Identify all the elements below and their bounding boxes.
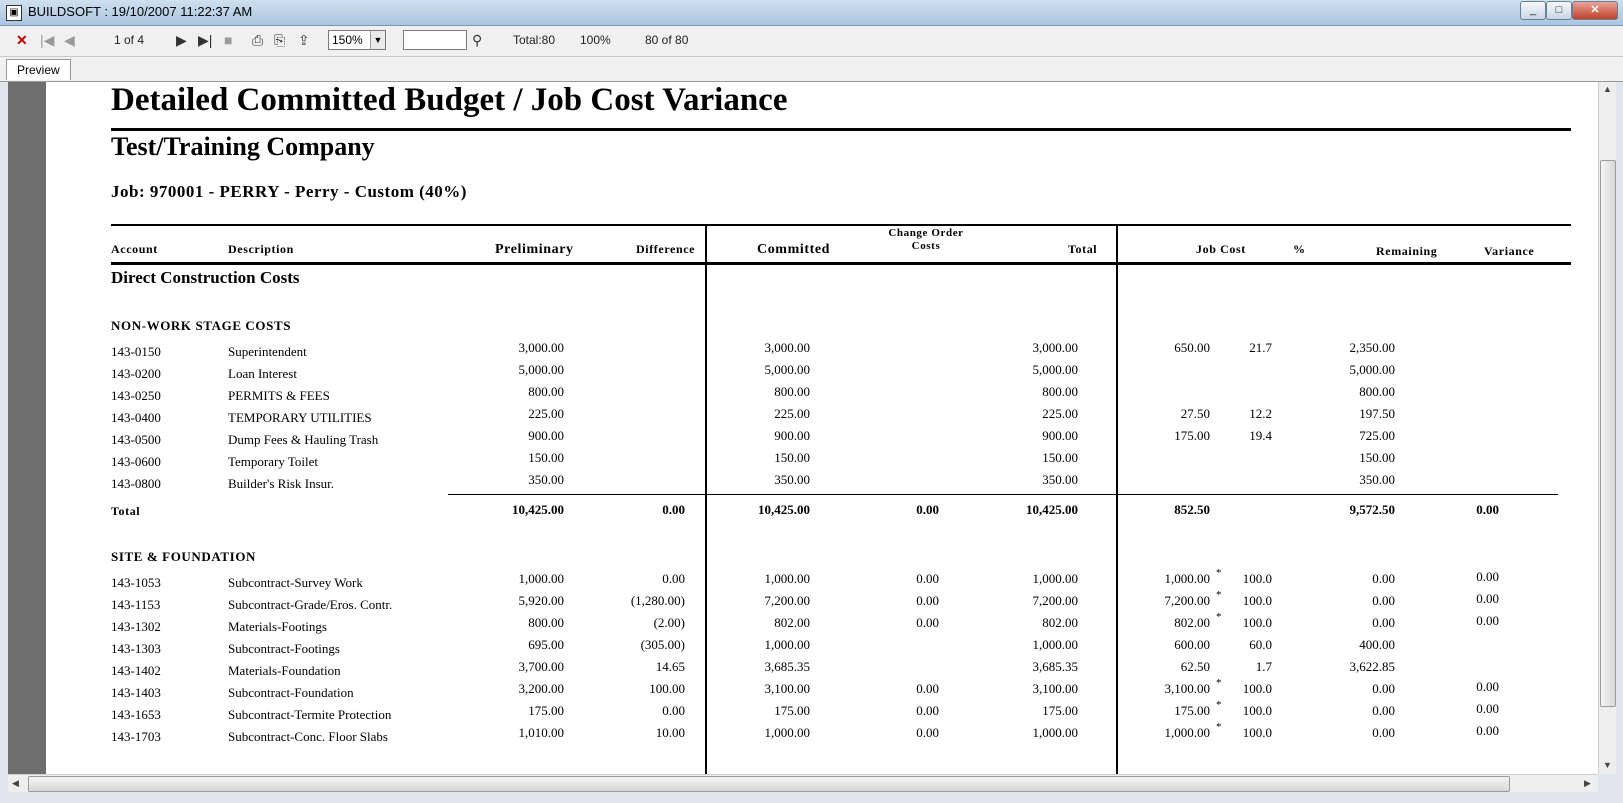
row-account: 143-0150 bbox=[111, 344, 161, 359]
row-preliminary: 695.00 bbox=[528, 637, 564, 652]
row-difference: 0.00 bbox=[662, 571, 685, 586]
row-account: 143-1302 bbox=[111, 619, 161, 634]
record-count: 80 of 80 bbox=[645, 33, 689, 47]
row-description: Subcontract-Foundation bbox=[228, 685, 354, 700]
row-total: 225.00 bbox=[1042, 406, 1078, 421]
row-total: 1,000.00 bbox=[1032, 637, 1078, 652]
row-preliminary: 350.00 bbox=[528, 472, 564, 487]
col-percent: % bbox=[1293, 242, 1306, 256]
row-committed-star: * bbox=[1216, 589, 1222, 601]
row-preliminary: 900.00 bbox=[528, 428, 564, 443]
row-total: 900.00 bbox=[1042, 428, 1078, 443]
row-total: 5,000.00 bbox=[1032, 362, 1078, 377]
row-job-cost: 7,200.00 bbox=[1164, 593, 1210, 608]
row-remaining: 350.00 bbox=[1359, 472, 1395, 487]
app-icon: ▣ bbox=[6, 5, 22, 21]
row-committed: 350.00 bbox=[774, 472, 810, 487]
row-change-order: 0.00 bbox=[916, 725, 939, 740]
row-committed: 802.00 bbox=[774, 615, 810, 630]
row-variance: 0.00 bbox=[1476, 613, 1499, 628]
last-page-icon[interactable]: ▶| bbox=[198, 32, 213, 48]
row-total: 3,685.35 bbox=[1032, 659, 1078, 674]
row-preliminary: 3,200.00 bbox=[518, 681, 564, 696]
first-page-icon[interactable]: |◀ bbox=[40, 32, 55, 48]
tab-strip bbox=[0, 57, 1623, 82]
col-difference: Difference bbox=[636, 242, 696, 256]
total-job-cost: 852.50 bbox=[1174, 502, 1210, 517]
total-total: 10,425.00 bbox=[1026, 502, 1078, 517]
row-account: 143-1153 bbox=[111, 597, 161, 612]
row-committed: 1,000.00 bbox=[764, 571, 810, 586]
row-remaining: 0.00 bbox=[1372, 571, 1395, 586]
col-change-order-line1: Change Order bbox=[888, 227, 964, 239]
row-total: 3,100.00 bbox=[1032, 681, 1078, 696]
row-preliminary: 225.00 bbox=[528, 406, 564, 421]
scroll-up-icon[interactable]: ▲ bbox=[1603, 84, 1612, 94]
horizontal-scrollbar[interactable] bbox=[8, 774, 1598, 792]
row-pct: 12.2 bbox=[1249, 406, 1272, 421]
row-variance: 0.00 bbox=[1476, 591, 1499, 606]
row-total: 1,000.00 bbox=[1032, 725, 1078, 740]
row-remaining: 0.00 bbox=[1372, 593, 1395, 608]
row-total: 3,000.00 bbox=[1032, 340, 1078, 355]
row-account: 143-0600 bbox=[111, 454, 161, 469]
row-pct: 100.0 bbox=[1242, 593, 1272, 608]
row-remaining: 0.00 bbox=[1372, 615, 1395, 630]
row-description: Loan Interest bbox=[228, 366, 297, 381]
row-committed: 1,000.00 bbox=[764, 637, 810, 652]
row-preliminary: 175.00 bbox=[528, 703, 564, 718]
row-job-cost: 600.00 bbox=[1174, 637, 1210, 652]
title-bar bbox=[0, 0, 1623, 26]
col-account: Account bbox=[111, 242, 158, 256]
row-committed-star: * bbox=[1216, 567, 1222, 579]
row-total: 800.00 bbox=[1042, 384, 1078, 399]
row-preliminary: 150.00 bbox=[528, 450, 564, 465]
minimize-button[interactable]: _ bbox=[1520, 1, 1546, 20]
section-title: Direct Construction Costs bbox=[111, 268, 300, 287]
row-preliminary: 800.00 bbox=[528, 384, 564, 399]
col-job-cost: Job Cost bbox=[1196, 242, 1246, 256]
row-difference: 14.65 bbox=[655, 659, 685, 674]
row-pct: 100.0 bbox=[1242, 681, 1272, 696]
row-difference: 10.00 bbox=[655, 725, 685, 740]
vertical-scroll-thumb[interactable] bbox=[1600, 160, 1616, 707]
row-job-cost: 1,000.00 bbox=[1164, 571, 1210, 586]
col-remaining: Remaining bbox=[1376, 244, 1438, 258]
row-account: 143-1403 bbox=[111, 685, 161, 700]
row-preliminary: 3,000.00 bbox=[518, 340, 564, 355]
row-variance: 0.00 bbox=[1476, 701, 1499, 716]
row-description: Subcontract-Conc. Floor Slabs bbox=[228, 729, 388, 744]
header-bottom-rule bbox=[111, 262, 1571, 265]
col-change-order-line2: Costs bbox=[911, 240, 941, 252]
row-change-order: 0.00 bbox=[916, 703, 939, 718]
total-variance: 0.00 bbox=[1476, 502, 1499, 517]
row-preliminary: 1,010.00 bbox=[518, 725, 564, 740]
row-committed-star: * bbox=[1216, 677, 1222, 689]
row-committed: 3,100.00 bbox=[764, 681, 810, 696]
row-variance: 0.00 bbox=[1476, 569, 1499, 584]
row-pct: 1.7 bbox=[1255, 659, 1272, 674]
row-committed: 5,000.00 bbox=[764, 362, 810, 377]
row-account: 143-0200 bbox=[111, 366, 161, 381]
page-indicator: 1 of 4 bbox=[114, 33, 145, 47]
total-committed: 10,425.00 bbox=[758, 502, 810, 517]
row-account: 143-0500 bbox=[111, 432, 161, 447]
row-remaining: 400.00 bbox=[1359, 637, 1395, 652]
window-title: BUILDSOFT : 19/10/2007 11:22:37 AM bbox=[28, 4, 253, 19]
row-committed: 7,200.00 bbox=[764, 593, 810, 608]
row-account: 143-1653 bbox=[111, 707, 161, 722]
row-committed: 1,000.00 bbox=[764, 725, 810, 740]
row-pct: 100.0 bbox=[1242, 725, 1272, 740]
row-difference: 0.00 bbox=[662, 703, 685, 718]
row-variance: 0.00 bbox=[1476, 679, 1499, 694]
row-description: PERMITS & FEES bbox=[228, 388, 330, 403]
close-report-icon[interactable]: ✕ bbox=[16, 32, 28, 48]
row-difference: 100.00 bbox=[649, 681, 685, 696]
row-remaining: 197.50 bbox=[1359, 406, 1395, 421]
total-records: Total:80 bbox=[513, 33, 556, 47]
row-job-cost: 62.50 bbox=[1180, 659, 1210, 674]
row-change-order: 0.00 bbox=[916, 571, 939, 586]
next-page-icon[interactable]: ▶ bbox=[176, 32, 187, 48]
row-job-cost: 3,100.00 bbox=[1164, 681, 1210, 696]
zoom-value: 150% bbox=[332, 33, 363, 47]
row-remaining: 150.00 bbox=[1359, 450, 1395, 465]
row-preliminary: 5,000.00 bbox=[518, 362, 564, 377]
group-title: SITE & FOUNDATION bbox=[111, 549, 257, 564]
row-account: 143-1053 bbox=[111, 575, 161, 590]
row-job-cost: 1,000.00 bbox=[1164, 725, 1210, 740]
report-toolbar bbox=[0, 26, 1623, 57]
row-committed: 225.00 bbox=[774, 406, 810, 421]
vertical-scrollbar[interactable] bbox=[1598, 82, 1616, 774]
row-description: Materials-Foundation bbox=[228, 663, 341, 678]
scroll-right-icon[interactable]: ▶ bbox=[1584, 778, 1591, 788]
col-committed: Committed bbox=[757, 242, 831, 257]
col-change-order bbox=[876, 227, 976, 253]
column-divider-1 bbox=[705, 224, 707, 774]
row-difference: (305.00) bbox=[640, 637, 685, 652]
row-change-order: 0.00 bbox=[916, 681, 939, 696]
row-remaining: 2,350.00 bbox=[1349, 340, 1395, 355]
percent-loaded: 100% bbox=[580, 33, 611, 47]
row-description: Subcontract-Footings bbox=[228, 641, 340, 656]
row-account: 143-0250 bbox=[111, 388, 161, 403]
row-account: 143-1402 bbox=[111, 663, 161, 678]
row-description: Superintendent bbox=[228, 344, 307, 359]
print-setup-icon[interactable]: ⎘ bbox=[274, 32, 286, 48]
row-total: 175.00 bbox=[1042, 703, 1078, 718]
row-total: 150.00 bbox=[1042, 450, 1078, 465]
zoom-select[interactable] bbox=[328, 30, 386, 50]
row-committed: 800.00 bbox=[774, 384, 810, 399]
row-committed-star: * bbox=[1216, 699, 1222, 711]
total-remaining: 9,572.50 bbox=[1349, 502, 1395, 517]
row-difference: (1,280.00) bbox=[630, 593, 685, 608]
scroll-left-icon[interactable]: ◀ bbox=[12, 778, 19, 788]
row-description: Materials-Footings bbox=[228, 619, 327, 634]
row-preliminary: 800.00 bbox=[528, 615, 564, 630]
row-difference: (2.00) bbox=[653, 615, 685, 630]
tab-preview[interactable]: Preview bbox=[6, 59, 71, 80]
row-remaining: 0.00 bbox=[1372, 703, 1395, 718]
previous-page-icon[interactable]: ◀ bbox=[64, 32, 75, 48]
total-label: Total bbox=[111, 504, 141, 518]
col-preliminary: Preliminary bbox=[495, 242, 574, 257]
export-icon[interactable]: ⇪ bbox=[298, 32, 310, 48]
horizontal-scroll-thumb[interactable] bbox=[28, 776, 1510, 792]
row-change-order: 0.00 bbox=[916, 593, 939, 608]
company-name: Test/Training Company bbox=[111, 132, 375, 161]
row-description: Subcontract-Grade/Eros. Contr. bbox=[228, 597, 393, 612]
row-description: TEMPORARY UTILITIES bbox=[228, 410, 372, 425]
row-remaining: 800.00 bbox=[1359, 384, 1395, 399]
row-description: Subcontract-Termite Protection bbox=[228, 707, 392, 722]
header-top-rule bbox=[111, 224, 1571, 226]
row-variance: 0.00 bbox=[1476, 723, 1499, 738]
row-remaining: 0.00 bbox=[1372, 681, 1395, 696]
row-remaining: 725.00 bbox=[1359, 428, 1395, 443]
row-change-order: 0.00 bbox=[916, 615, 939, 630]
report-viewport bbox=[8, 82, 1598, 774]
job-heading: Job: 970001 - PERRY - Perry - Custom (40%) bbox=[111, 182, 467, 201]
maximize-button[interactable]: □ bbox=[1546, 1, 1572, 20]
row-committed: 175.00 bbox=[774, 703, 810, 718]
row-preliminary: 3,700.00 bbox=[518, 659, 564, 674]
row-pct: 100.0 bbox=[1242, 571, 1272, 586]
row-total: 802.00 bbox=[1042, 615, 1078, 630]
total-preliminary: 10,425.00 bbox=[512, 502, 564, 517]
row-remaining: 0.00 bbox=[1372, 725, 1395, 740]
row-job-cost: 650.00 bbox=[1174, 340, 1210, 355]
row-total: 1,000.00 bbox=[1032, 571, 1078, 586]
title-rule bbox=[111, 128, 1571, 131]
group-title: NON-WORK STAGE COSTS bbox=[111, 318, 292, 333]
row-account: 143-0800 bbox=[111, 476, 161, 491]
chevron-down-icon[interactable]: ▼ bbox=[370, 31, 385, 49]
row-description: Builder's Risk Insur. bbox=[228, 476, 334, 491]
row-committed: 150.00 bbox=[774, 450, 810, 465]
row-pct: 100.0 bbox=[1242, 615, 1272, 630]
row-pct: 100.0 bbox=[1242, 703, 1272, 718]
row-job-cost: 27.50 bbox=[1180, 406, 1210, 421]
row-description: Temporary Toilet bbox=[228, 454, 318, 469]
row-pct: 19.4 bbox=[1249, 428, 1272, 443]
row-total: 7,200.00 bbox=[1032, 593, 1078, 608]
total-rule bbox=[448, 494, 1558, 495]
row-committed-star: * bbox=[1216, 611, 1222, 623]
row-remaining: 5,000.00 bbox=[1349, 362, 1395, 377]
row-pct: 60.0 bbox=[1249, 637, 1272, 652]
close-button[interactable]: ✕ bbox=[1572, 1, 1618, 20]
report-title: Detailed Committed Budget / Job Cost Variance bbox=[111, 82, 788, 118]
row-committed: 3,000.00 bbox=[764, 340, 810, 355]
row-remaining: 3,622.85 bbox=[1349, 659, 1395, 674]
total-difference: 0.00 bbox=[662, 502, 685, 517]
row-preliminary: 1,000.00 bbox=[518, 571, 564, 586]
binoculars-icon[interactable]: ⚲ bbox=[472, 32, 483, 48]
col-variance: Variance bbox=[1484, 244, 1535, 258]
row-preliminary: 5,920.00 bbox=[518, 593, 564, 608]
report-page bbox=[46, 82, 1598, 774]
row-account: 143-1303 bbox=[111, 641, 161, 656]
row-pct: 21.7 bbox=[1249, 340, 1272, 355]
scroll-down-icon[interactable]: ▼ bbox=[1603, 760, 1612, 770]
col-description: Description bbox=[228, 242, 294, 256]
find-input[interactable] bbox=[403, 30, 467, 50]
row-committed-star: * bbox=[1216, 721, 1222, 733]
row-committed: 3,685.35 bbox=[764, 659, 810, 674]
column-divider-2 bbox=[1116, 224, 1118, 774]
print-icon[interactable]: ⎙ bbox=[252, 32, 264, 48]
row-description: Subcontract-Survey Work bbox=[228, 575, 363, 590]
stop-icon[interactable]: ■ bbox=[224, 32, 233, 48]
total-change-order: 0.00 bbox=[916, 502, 939, 517]
row-committed: 900.00 bbox=[774, 428, 810, 443]
row-total: 350.00 bbox=[1042, 472, 1078, 487]
row-job-cost: 802.00 bbox=[1174, 615, 1210, 630]
row-description: Dump Fees & Hauling Trash bbox=[228, 432, 379, 447]
row-account: 143-1703 bbox=[111, 729, 161, 744]
row-account: 143-0400 bbox=[111, 410, 161, 425]
row-job-cost: 175.00 bbox=[1174, 428, 1210, 443]
col-total: Total bbox=[1068, 242, 1098, 256]
row-job-cost: 175.00 bbox=[1174, 703, 1210, 718]
